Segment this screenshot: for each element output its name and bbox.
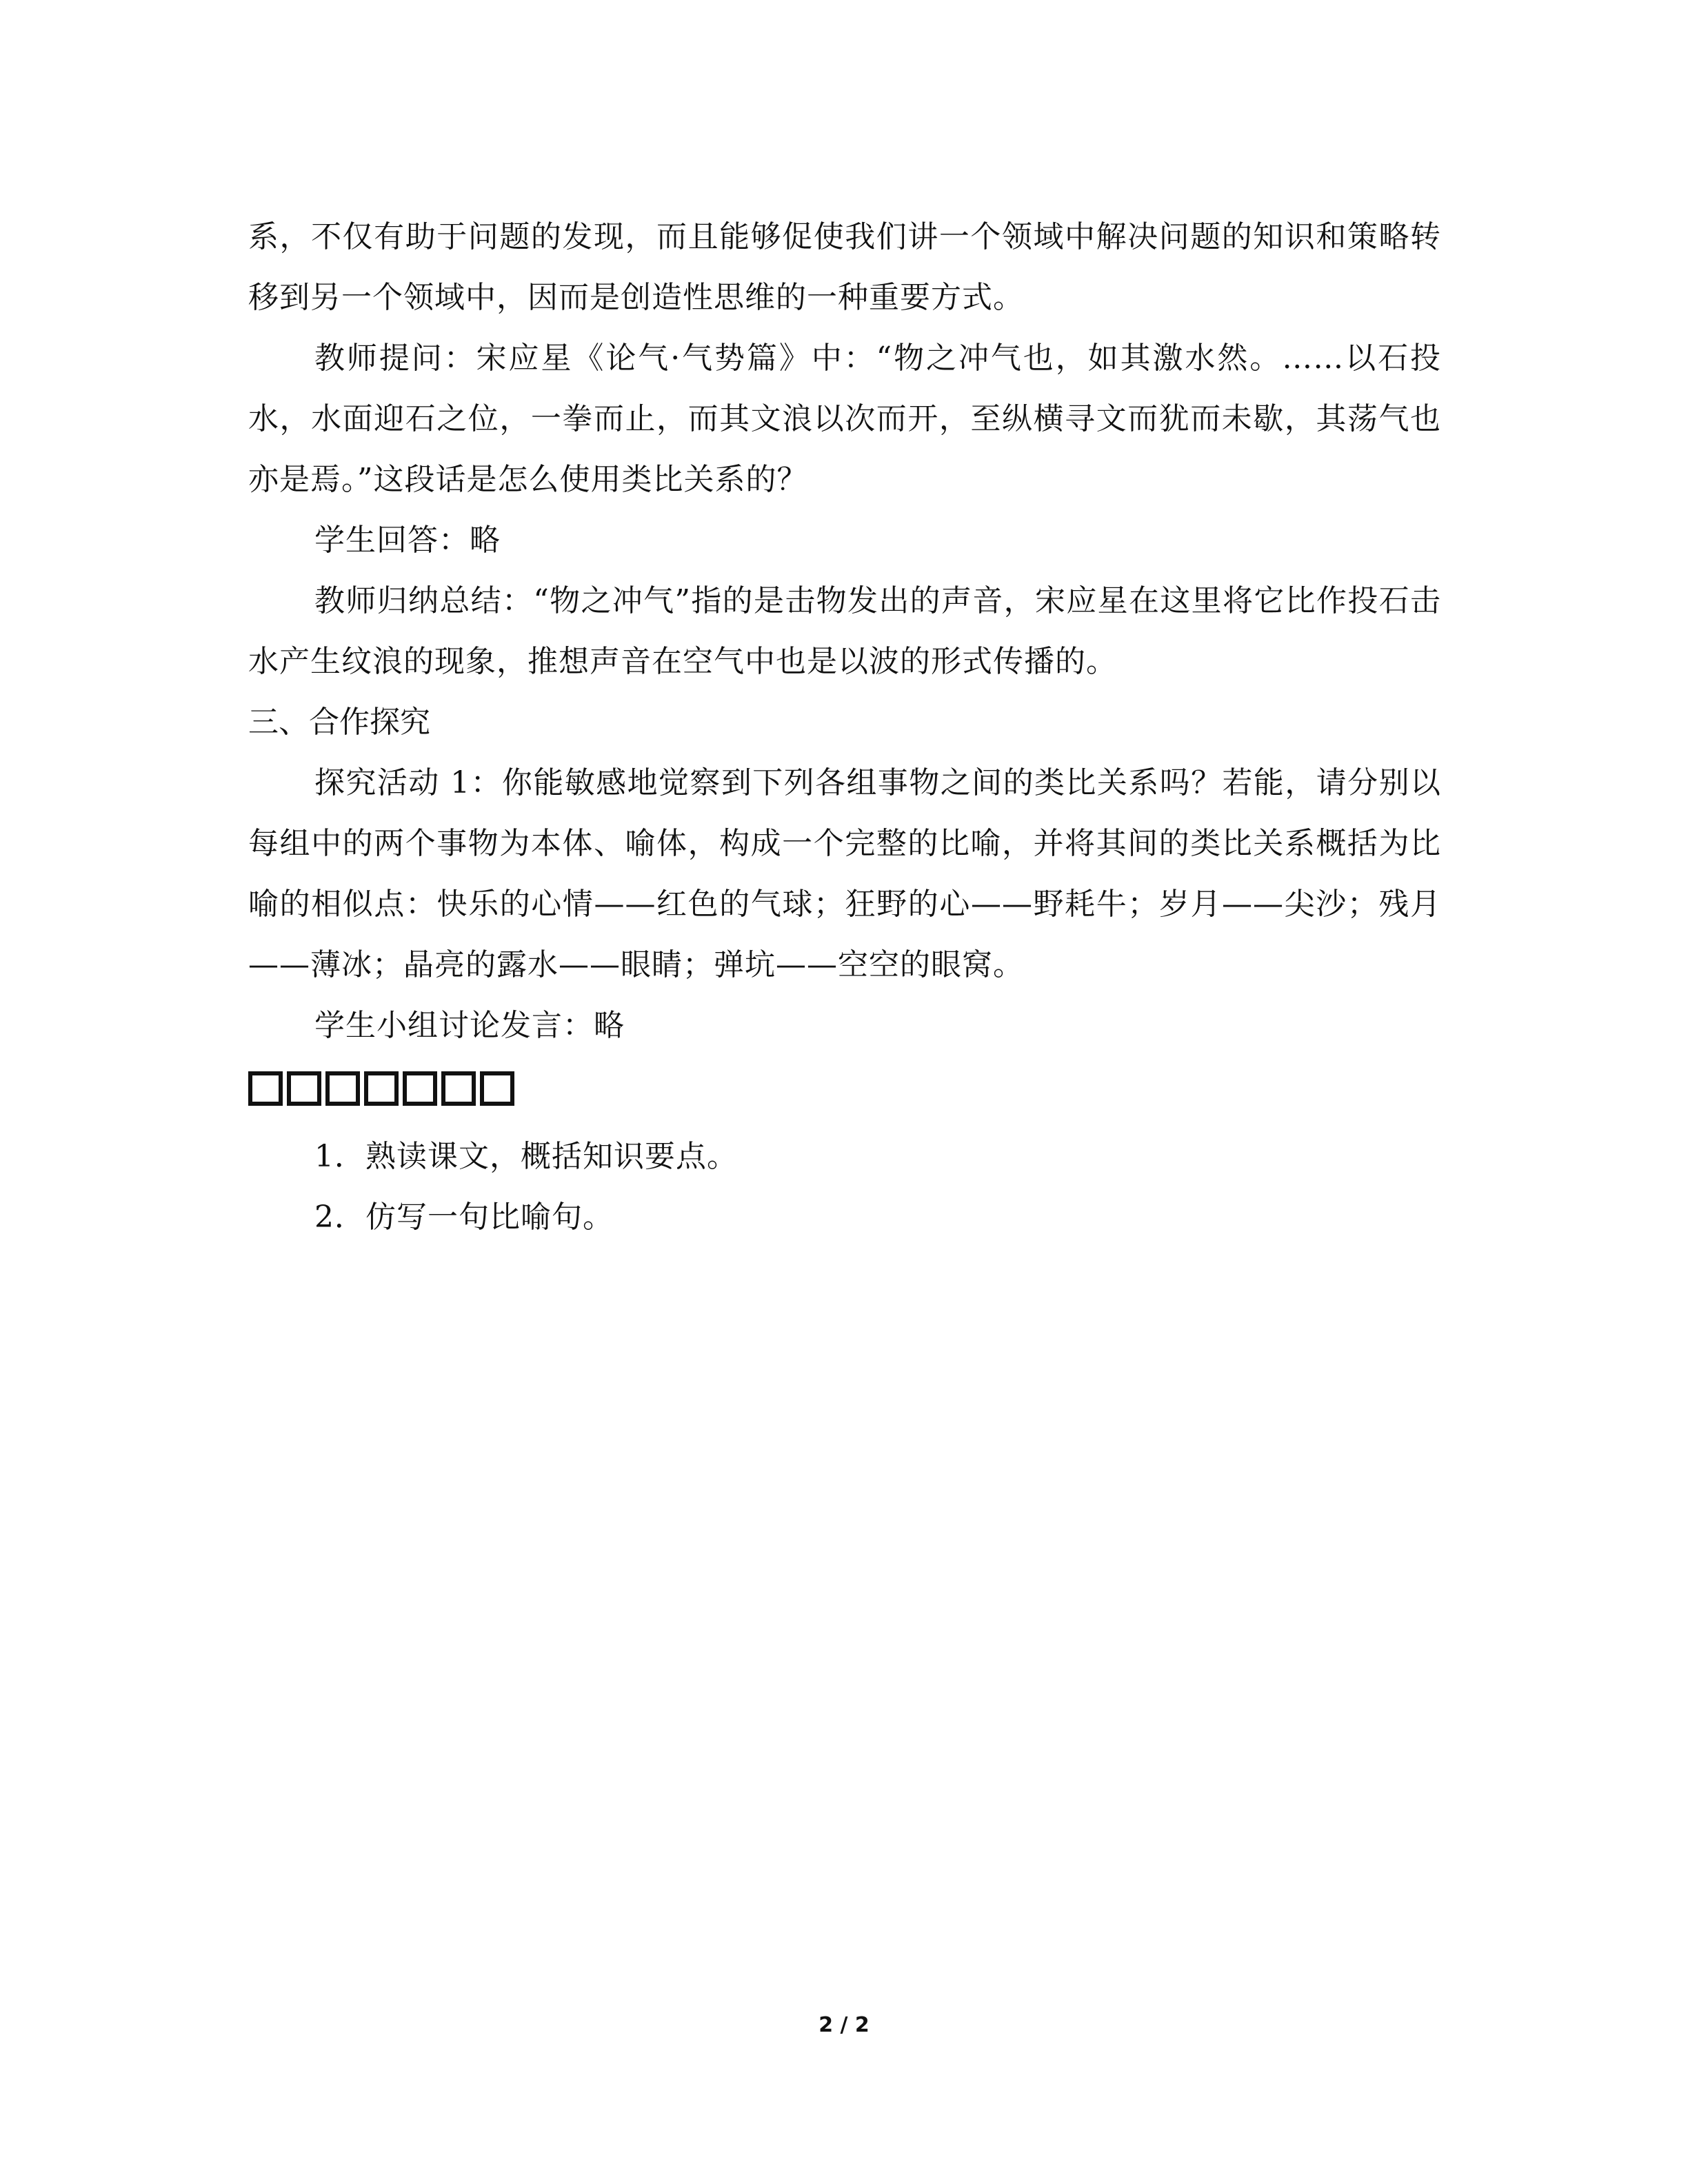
missing-glyph-box (364, 1071, 399, 1106)
homework-item: 1．熟读课文，概括知识要点。 (314, 1139, 738, 1174)
paragraph-student-answer: 学生回答：略 (314, 523, 501, 558)
homework-list (248, 1126, 1441, 1248)
section-heading-cooperative-inquiry: 三、合作探究 (248, 705, 430, 740)
paragraph-continuation: 系，不仅有助于问题的发现，而且能够促使我们讲一个领域中解决问题的知识和策略转移到另一个领域中，因而是创造性思维的一种重要方式。 (248, 219, 1441, 315)
homework-item: 2．仿写一句比喻句。 (314, 1200, 614, 1235)
paragraph-group-discussion: 学生小组讨论发言：略 (314, 1008, 625, 1043)
paragraph-teacher-question: 教师提问：宋应星《论气·气势篇》中：“物之冲气也，如其激水然。……以石投水，水面迎石之位，一拳而止，而其文浪以次而开，至纵横寻文而犹而未歇，其荡气也亦是焉。”这段话是怎么使用类比关系的？ (248, 341, 1441, 497)
missing-glyph-box (403, 1071, 437, 1106)
missing-glyph-box (248, 1071, 283, 1106)
missing-glyph-heading (248, 1066, 1441, 1111)
paragraph-teacher-summary: 教师归纳总结：“物之冲气”指的是击物发出的声音，宋应星在这里将它比作投石击水产生纹浪的现象，推想声音在空气中也是以波的形式传播的。 (248, 583, 1441, 679)
missing-glyph-box (480, 1071, 514, 1106)
missing-glyph-box (325, 1071, 360, 1106)
page-number: 2 / 2 (818, 2013, 870, 2037)
missing-glyph-box (441, 1071, 476, 1106)
document-body (248, 207, 1441, 1248)
missing-glyph-box (287, 1071, 321, 1106)
paragraph-inquiry-activity: 探究活动 1：你能敏感地觉察到下列各组事物之间的类比关系吗？若能，请分别以每组中的两个事物为本体、喻体，构成一个完整的比喻，并将其间的类比关系概括为比喻的相似点：快乐的心情——红色的气球；狂野的心——野耗牛；岁月——尖沙；残月——薄冰；晶亮的露水——眼睛；弹坑——空空的眼窝。 (248, 765, 1441, 982)
